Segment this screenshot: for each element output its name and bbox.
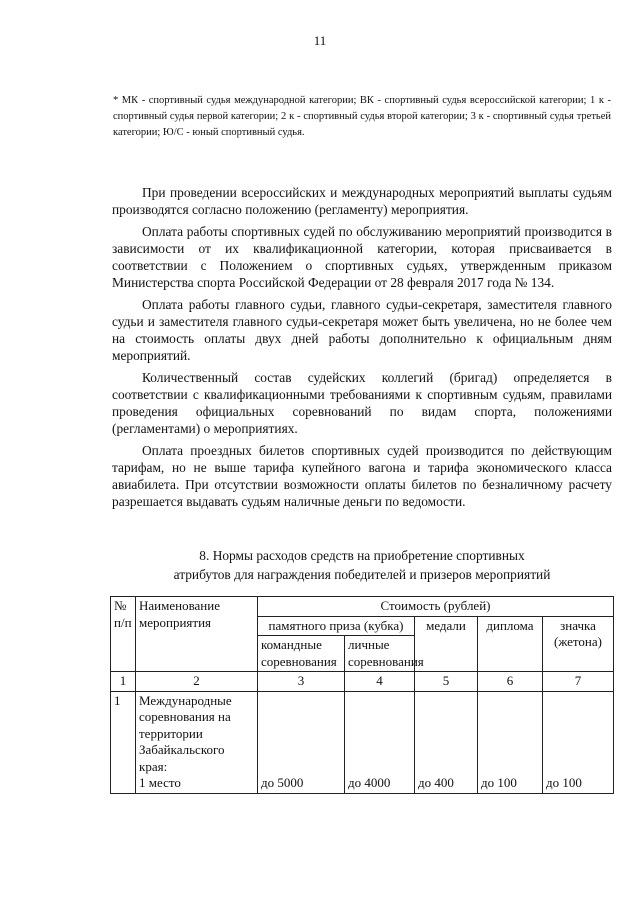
header-diploma: диплома — [478, 616, 543, 672]
body-text — [112, 184, 612, 515]
table-row — [111, 691, 614, 793]
header-personal: личные соревнования — [345, 636, 415, 672]
paragraph: Количественный состав судейских коллегий (бригад) определяется в соответствии с квалификационными требованиями к спортивным судьям, правилами проведения официальных соревнований по видам спорта, положениями (регламентами) о мероприятиях. — [112, 370, 612, 436]
paragraph: Оплата работы главного судьи, главного судьи-секретаря, заместителя главного судьи и заместителя главного судьи-секретаря может быть увеличена, но не более чем на стоимость оплаты двух дней работы дополнительно к официальным дням мероприятий. — [112, 297, 612, 363]
norms-table — [110, 596, 614, 794]
column-number: 1 — [111, 672, 136, 692]
row-place: 1 место — [139, 775, 181, 790]
paragraph: Оплата проездных билетов спортивных судей производится по действующим тарифам, но не выше тарифа купейного вагона и тарифа экономического класса авиабилета. При отсутствии возможности оплаты билетов по безналичному расчету разрешается выдавать судьям наличные деньги по ведомости. — [112, 443, 612, 509]
row-medal-cost: до 400 — [415, 691, 478, 793]
page-number: 11 — [313, 33, 327, 48]
column-number: 4 — [345, 672, 415, 692]
column-number: 5 — [415, 672, 478, 692]
column-number: 6 — [478, 672, 543, 692]
column-number: 7 — [543, 672, 614, 692]
header-cost: Стоимость (рублей) — [258, 597, 614, 617]
column-number-row — [111, 672, 614, 692]
row-personal-cost: до 4000 — [345, 691, 415, 793]
row-badge-cost: до 100 — [543, 691, 614, 793]
paragraph: Оплата работы спортивных судей по обслуживанию мероприятий производится в зависимости от их квалификационной категории, которая присваивается в соответствии с Положением о спортивных судьях, утвержденным приказом Министерства спорта Российской Федерации от 28 февраля 2017 года № 134. — [112, 224, 612, 290]
row-diploma-cost: до 100 — [478, 691, 543, 793]
table-header-row — [111, 597, 614, 617]
column-number: 2 — [136, 672, 258, 692]
section-title-line-2: атрибутов для награждения победителей и призеров мероприятий — [173, 567, 551, 582]
header-medal: медали — [415, 616, 478, 672]
header-name: Наименование мероприятия — [136, 597, 258, 672]
column-number: 3 — [258, 672, 345, 692]
footnote: * МК - спортивный судья международной категории; ВК - спортивный судья всероссийской категории; 1 к - спортивный судья первой категории; 2 к - спортивный судья второй категории; 3 к - спортивный судья третьей категории; Ю/С - юный спортивный судья. — [113, 95, 611, 138]
paragraph: При проведении всероссийских и международных мероприятий выплаты судьям производятся согласно положению (регламенту) мероприятия. — [112, 185, 612, 217]
section-title — [112, 546, 612, 584]
section-title-line-1: 8. Нормы расходов средств на приобретение спортивных — [199, 548, 525, 563]
row-num: 1 — [111, 691, 136, 793]
header-num: № п/п — [111, 597, 136, 672]
header-team: командные соревнования — [258, 636, 345, 672]
header-badge: значка (жетона) — [543, 616, 614, 672]
row-name-cell — [136, 691, 258, 793]
header-prize: памятного приза (кубка) — [258, 616, 415, 636]
row-team-cost: до 5000 — [258, 691, 345, 793]
row-name: Международные соревнования на территории Забайкальского края: — [139, 692, 232, 774]
